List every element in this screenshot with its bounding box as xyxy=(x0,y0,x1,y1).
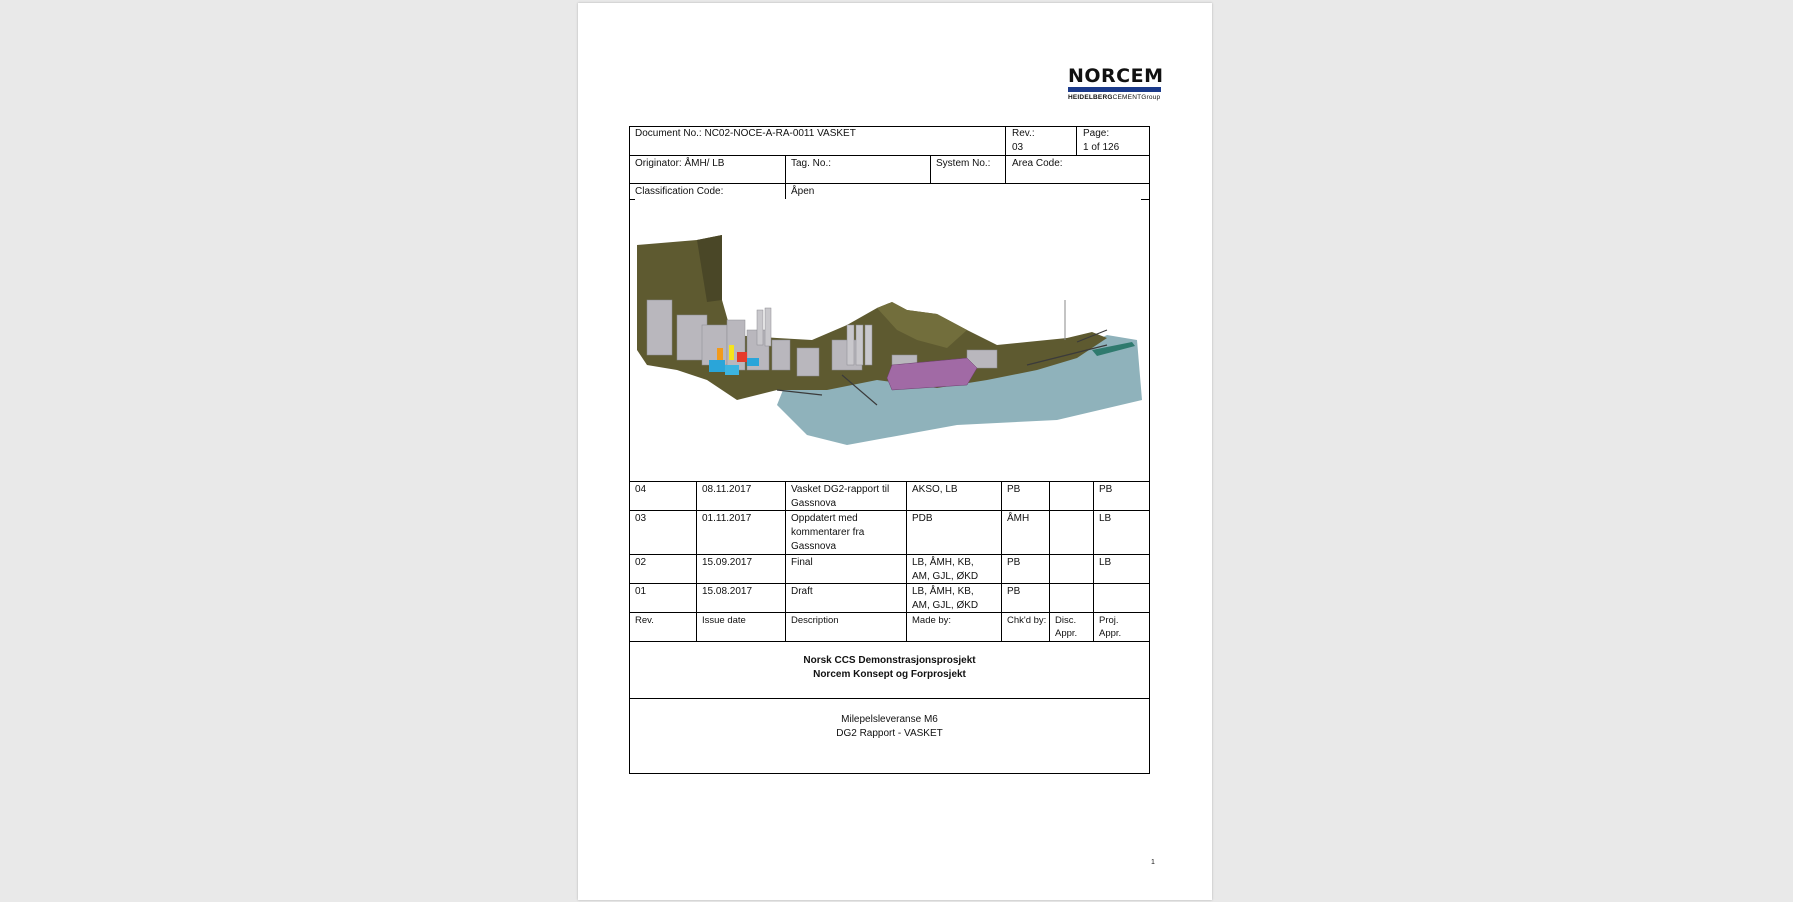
revision-date: 01.11.2017 xyxy=(702,513,752,524)
header-col-line xyxy=(785,155,786,183)
deliverable-subtitle: DG2 Rapport - VASKET xyxy=(836,728,943,739)
document-page xyxy=(578,3,1212,900)
revision-proj-appr: LB xyxy=(1099,513,1112,524)
norcem-logo xyxy=(1068,66,1164,101)
document-number: Document No.: NC02-NOCE-A-RA-0011 VASKET xyxy=(635,128,856,139)
revision-made-by: LB, ÅMH, KB, AM, GJL, ØKD xyxy=(912,586,979,611)
revision-rev: 01 xyxy=(635,586,647,597)
revision-col-line xyxy=(1001,481,1002,641)
revision-rev: 02 xyxy=(635,557,647,568)
revision-col-line xyxy=(1093,481,1094,641)
plant-model-illustration xyxy=(637,230,1145,448)
revision-made-by: LB, ÅMH, KB, AM, GJL, ØKD xyxy=(912,557,979,582)
page-number: 1 xyxy=(1151,859,1155,866)
revision-rev: 04 xyxy=(635,484,647,495)
revision-date: 15.09.2017 xyxy=(702,557,753,568)
revision-proj-appr: PB xyxy=(1099,484,1113,495)
deliverable-title: Milepelsleveranse M6 xyxy=(841,714,938,725)
revision-table-bottom xyxy=(629,641,1150,642)
header-made-by: Made by: xyxy=(912,615,952,626)
revision-made-by: AKSO, LB xyxy=(912,484,958,495)
header-col-line xyxy=(1005,126,1006,155)
header-proj-appr: Proj. Appr. xyxy=(1099,615,1122,639)
revision-table-top xyxy=(629,481,1150,482)
project-title: Norsk CCS Demonstrasjonsprosjekt xyxy=(803,655,976,666)
revision-col-line xyxy=(696,481,697,641)
classification-label: Classification Code: xyxy=(635,186,724,197)
revision-rev: 03 xyxy=(635,513,647,524)
revision-description: Draft xyxy=(791,586,813,597)
area-code: Area Code: xyxy=(1012,158,1063,169)
header-description: Description xyxy=(791,615,839,626)
revision-checked-by: PB xyxy=(1007,484,1021,495)
rev-label: Rev.: xyxy=(1012,128,1035,139)
header-disc-appr: Disc. Appr. xyxy=(1055,615,1078,639)
page-label: Page: xyxy=(1083,128,1110,139)
header-divider xyxy=(629,183,1150,184)
revision-description: Final xyxy=(791,557,813,568)
header-col-line xyxy=(785,183,786,199)
revision-checked-by: ÅMH xyxy=(1007,513,1030,524)
revision-description: Oppdatert med kommentarer fra Gassnova xyxy=(791,513,865,552)
header-issue-date: Issue date xyxy=(702,615,746,626)
project-box-bottom xyxy=(629,698,1150,699)
revision-proj-appr: LB xyxy=(1099,557,1112,568)
header-col-line xyxy=(1076,126,1077,155)
revision-row-line xyxy=(629,554,1150,555)
classification-value: Åpen xyxy=(791,186,815,197)
classification-underline xyxy=(629,199,635,200)
header-col-line xyxy=(930,155,931,183)
header-checked-by: Chk'd by: xyxy=(1007,615,1047,626)
header-col-line xyxy=(1005,155,1006,183)
revision-description: Vasket DG2-rapport til Gassnova xyxy=(791,484,890,509)
revision-checked-by: PB xyxy=(1007,586,1021,597)
header-rev: Rev. xyxy=(635,615,654,626)
logo-underline xyxy=(1068,87,1161,92)
page-value: 1 of 126 xyxy=(1083,142,1120,153)
rev-value: 03 xyxy=(1012,142,1024,153)
revision-made-by: PDB xyxy=(912,513,933,524)
revision-row-line xyxy=(629,583,1150,584)
logo-wordmark: NORCEM xyxy=(1068,65,1164,87)
revision-col-line xyxy=(1049,481,1050,641)
logo-subtitle: HEIDELBERGCEMENTGroup xyxy=(1068,94,1161,101)
project-subtitle: Norcem Konsept og Forprosjekt xyxy=(813,669,966,680)
revision-col-line xyxy=(906,481,907,641)
revision-checked-by: PB xyxy=(1007,557,1021,568)
revision-row-line xyxy=(629,612,1150,613)
system-no: System No.: xyxy=(936,158,991,169)
header-divider xyxy=(629,155,1150,156)
revision-date: 08.11.2017 xyxy=(702,484,752,495)
tag-no: Tag. No.: xyxy=(791,158,832,169)
revision-col-line xyxy=(785,481,786,641)
classification-underline xyxy=(1141,199,1150,200)
originator: Originator: ÅMH/ LB xyxy=(635,158,725,169)
revision-date: 15.08.2017 xyxy=(702,586,753,597)
